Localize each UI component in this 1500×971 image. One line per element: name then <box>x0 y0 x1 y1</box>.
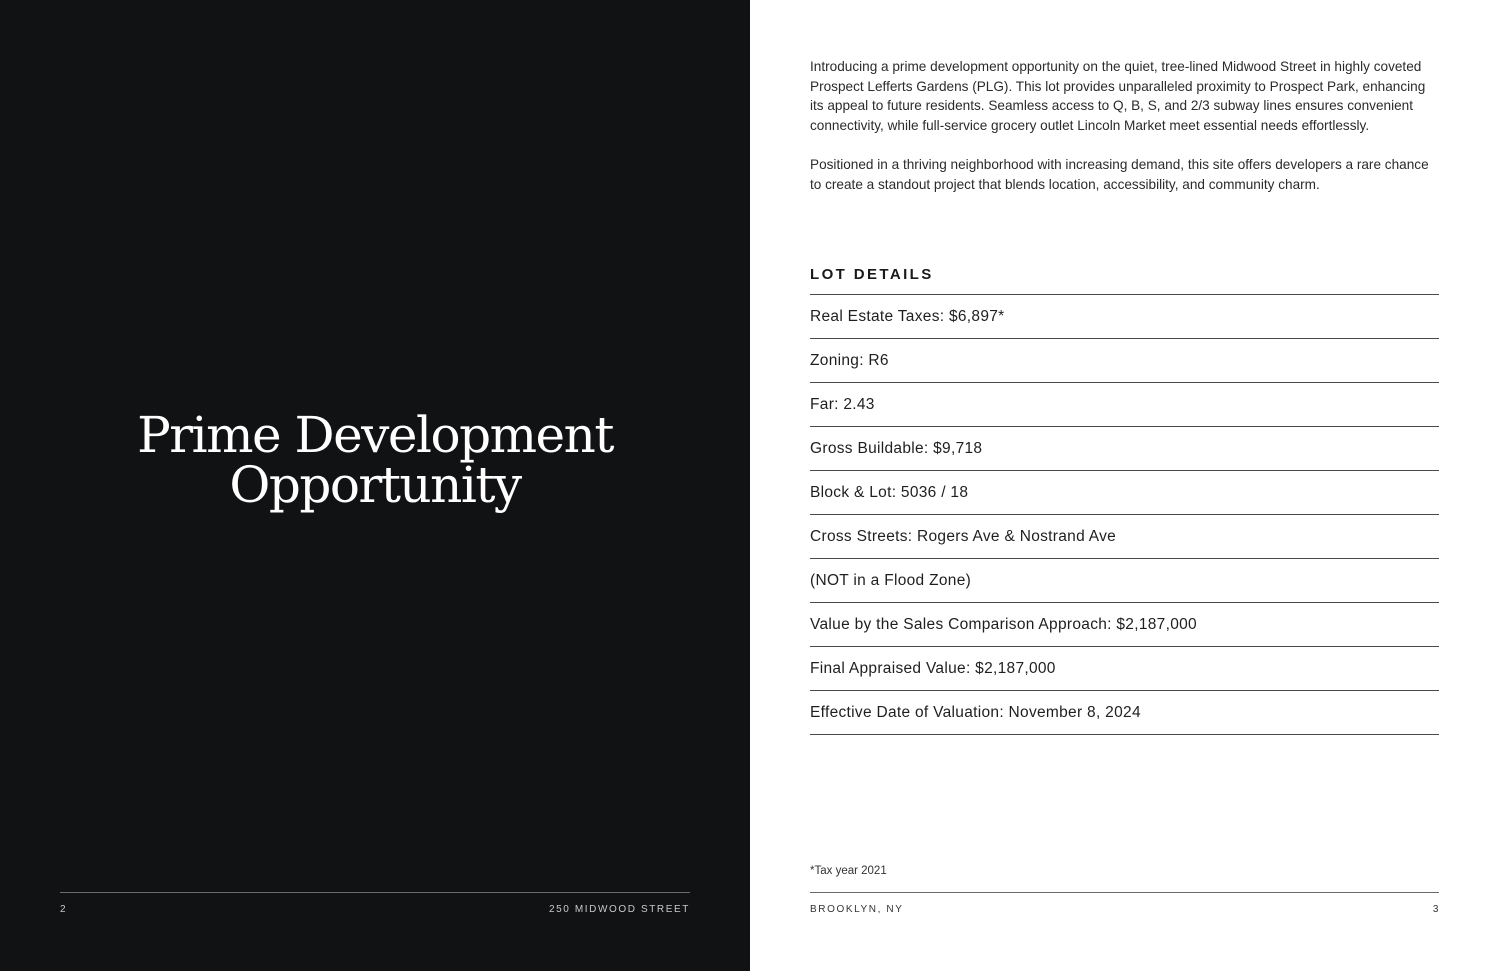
footer-divider-left <box>60 892 690 893</box>
page-number-left: 2 <box>60 904 68 915</box>
page-title-line-2: Opportunity <box>229 456 521 514</box>
lot-detail-row: Zoning: R6 <box>810 339 1439 383</box>
right-page <box>750 0 1500 971</box>
lot-detail-row: Gross Buildable: $9,718 <box>810 427 1439 471</box>
lot-detail-row: Effective Date of Valuation: November 8, 2024 <box>810 691 1439 735</box>
footer-label-right: BROOKLYN, NY <box>810 904 904 915</box>
page-title <box>0 406 750 514</box>
lot-details-list <box>810 294 1439 735</box>
lot-detail-row: Final Appraised Value: $2,187,000 <box>810 647 1439 691</box>
footer-divider-right <box>810 892 1439 893</box>
lot-detail-row: Value by the Sales Comparison Approach: $2,187,000 <box>810 603 1439 647</box>
intro-paragraph: Positioned in a thriving neighborhood with increasing demand, this site offers developers a rare chance to create a standout project that blends location, accessibility, and community charm. <box>810 156 1429 192</box>
lot-detail-row: Cross Streets: Rogers Ave & Nostrand Ave <box>810 515 1439 559</box>
footer-label-left: 250 MIDWOOD STREET <box>548 904 690 915</box>
tax-footnote: *Tax year 2021 <box>810 865 887 877</box>
intro-paragraph: Introducing a prime development opportunity on the quiet, tree-lined Midwood Street in highly coveted Prospect Lefferts Gardens (PLG). This lot provides unparalleled proximity to Prospect Park, enhancing its appeal to future residents. Seamless access to Q, B, S, and 2/3 subway lines ensures convenient connectivity, while full-service grocery outlet Lincoln Market meet essential needs effortlessly. <box>810 59 1426 133</box>
page-number-right: 3 <box>1432 904 1440 915</box>
lot-detail-row: (NOT in a Flood Zone) <box>810 559 1439 603</box>
lot-detail-row: Block & Lot: 5036 / 18 <box>810 471 1439 515</box>
lot-detail-row: Real Estate Taxes: $6,897* <box>810 295 1439 339</box>
lot-detail-row: Far: 2.43 <box>810 383 1439 427</box>
page-title-line-1: Prime Development <box>137 406 613 464</box>
intro-text <box>810 57 1440 214</box>
lot-details-heading: LOT DETAILS <box>810 266 934 283</box>
